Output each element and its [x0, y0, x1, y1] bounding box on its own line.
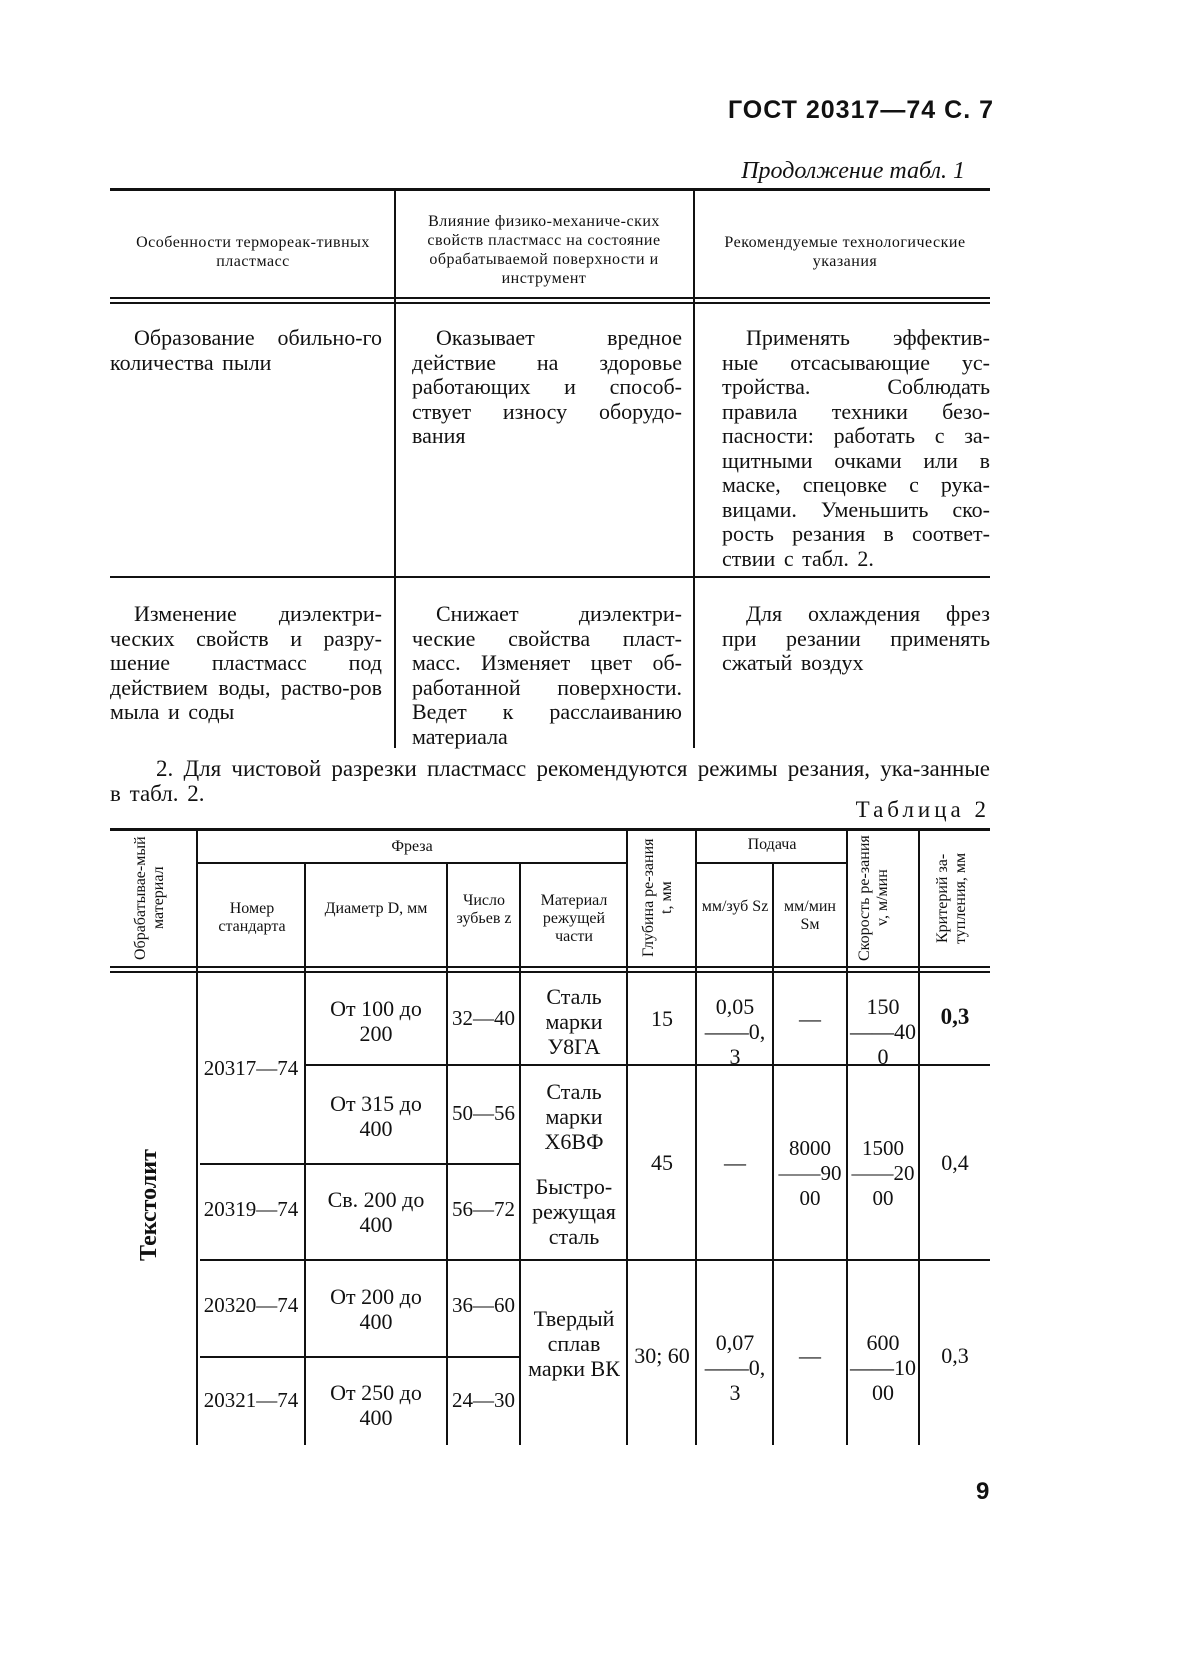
table2-title: Таблица 2 — [855, 797, 990, 822]
table2-header-wear: Критерий за-тупления, мм — [934, 852, 969, 944]
table2-wear-cell: 0,3 — [941, 1343, 969, 1368]
table2-header-diameter: Диаметр D, мм — [324, 900, 428, 917]
table2-depth-cell: 45 — [651, 1150, 673, 1175]
table2-row-rule — [200, 1356, 520, 1358]
table2-teeth-cell: 50—56 — [452, 1101, 515, 1125]
table2-header-material: Обрабатывае-мый материал — [132, 836, 167, 960]
table2-cutting-material-cell: Быстро-режущая сталь — [532, 1174, 616, 1249]
table2-diameter-cell: От 250 до 400 — [330, 1380, 422, 1430]
table1-header-features: Особенности термореак-тивных пластмасс — [136, 234, 370, 270]
table2-header-feed-min: мм/мин Sм — [784, 898, 836, 933]
table2-teeth-cell: 56—72 — [452, 1197, 515, 1221]
table-continuation-label: Продолжение табл. 1 — [741, 158, 965, 184]
table2-feed-min-cell: — — [799, 1006, 821, 1031]
table2-divider — [446, 862, 448, 1445]
table1-row1-influence: Оказывает вредное действие на здоровье работающих и способ-ствует износу оборудо-вания — [412, 325, 682, 448]
table2-depth-cell: 30; 60 — [634, 1343, 690, 1368]
table2-diameter-cell: От 100 до 200 — [330, 996, 422, 1046]
table2-wear-cell: 0,4 — [941, 1150, 969, 1175]
table2-top-rule — [110, 828, 990, 831]
table1-row2-features: Изменение диэлектри-ческих свойств и разру-шение пластмасс под действием воды, раство-ров мыла и соды — [110, 601, 382, 724]
table2-divider — [519, 862, 521, 1445]
table2-header-depth: Глубина ре-зания t, мм — [640, 838, 675, 958]
page-number: 9 — [976, 1478, 990, 1505]
table1-divider — [394, 190, 396, 748]
table2-teeth-cell: 36—60 — [452, 1293, 515, 1317]
table2-feed-min-cell: 8000——9000 — [778, 1136, 842, 1210]
table1-header-influence: Влияние физико-механиче-ских свойств пластмасс на состояние обрабатываемой поверхности и инструмент — [427, 213, 661, 287]
table2-divider — [196, 830, 198, 1445]
body-paragraph: 2. Для чистовой разрезки пластмасс рекомендуются режимы резания, ука-занные в табл. 2. — [110, 756, 990, 806]
table2-standard-cell: 20320—74 — [203, 1293, 299, 1317]
table2-teeth-cell: 24—30 — [452, 1388, 515, 1412]
table2-divider — [304, 862, 306, 1445]
table2-diameter-cell: От 200 до 400 — [330, 1284, 422, 1334]
table2-standard-cell: 20319—74 — [203, 1197, 299, 1221]
table1-top-rule — [110, 188, 990, 191]
table2-feed-rule — [696, 862, 846, 864]
table2-depth-cell: 15 — [651, 1006, 673, 1031]
table2-feed-min-cell: — — [799, 1343, 821, 1368]
table2-row-rule — [200, 1259, 990, 1261]
table2-speed-cell: 600——1000 — [850, 1330, 916, 1405]
table2-header-rule — [110, 971, 990, 973]
table2-diameter-cell: Св. 200 до 400 — [327, 1187, 425, 1237]
table2-cutting-material-cell: Твердый сплав марки ВК — [528, 1306, 620, 1381]
table2-header-feed-tooth: мм/зуб Sz — [701, 898, 769, 915]
table1-header-rule — [110, 297, 990, 299]
table2-header-standard: Номер стандарта — [218, 900, 286, 935]
table1-row2-influence: Снижает диэлектри-ческие свойства пласт-масс. Изменяет цвет об-работанной поверхности. Ведет к расслаиванию материала — [412, 601, 682, 749]
table2-header-rule — [110, 966, 990, 968]
table2-header-cutting-material: Материал режущей части — [540, 892, 608, 945]
table2-row-rule — [200, 1163, 306, 1165]
table2-cutting-material-cell: Сталь марки Х6ВФ — [544, 1079, 604, 1154]
table1-row1-recommendations: Применять эффектив-ные отсасывающие ус-тройства. Соблюдать правила техники безо-пасности: работать с за-щитными очками или в маске, спецовке с рука-вицами. Уменьшить ско-рость резания в соответ-ствии с табл. 2. — [722, 325, 990, 571]
table2-feed-tooth-cell: — — [724, 1150, 746, 1175]
table2-material-value: Текстолит — [136, 1149, 162, 1261]
table1-divider — [693, 190, 695, 748]
table2-header-teeth: Число зубьев z — [456, 892, 512, 927]
page-header: ГОСТ 20317—74 С. 7 — [727, 96, 994, 124]
table2-header-speed: Скорость ре-зания v, м/мин — [856, 835, 891, 961]
table2-teeth-cell: 32—40 — [452, 1006, 515, 1030]
table1-header-rule — [110, 302, 990, 304]
table2-freza-rule — [196, 862, 626, 864]
table2-speed-cell: 1500——2000 — [851, 1136, 915, 1210]
table2-speed-cell: 150——400 — [850, 994, 916, 1069]
table2-wear-cell: 0,3 — [940, 1004, 970, 1029]
table2-standard-cell: 20317—74 — [203, 1056, 299, 1080]
table1-row2-recommendations: Для охлаждения фрез при резании применять сжатый воздух — [722, 601, 990, 675]
table2-standard-cell: 20321—74 — [203, 1388, 299, 1412]
table2-header-freza: Фреза — [391, 838, 433, 855]
table2-feed-tooth-cell: 0,05——0,3 — [704, 994, 766, 1069]
table2-row-rule — [306, 1163, 520, 1165]
table2-cutting-material-cell: Сталь марки У8ГА — [545, 984, 603, 1059]
table2-feed-tooth-cell: 0,07——0,3 — [704, 1330, 766, 1405]
table1-row1-features: Образование обильно-го количества пыли — [110, 325, 382, 375]
table1-row-rule — [110, 576, 990, 578]
table2-diameter-cell: От 315 до 400 — [330, 1091, 422, 1141]
table2-header-feed: Подача — [747, 836, 797, 853]
table1-header-recommendations: Рекомендуемые технологические указания — [724, 234, 966, 270]
